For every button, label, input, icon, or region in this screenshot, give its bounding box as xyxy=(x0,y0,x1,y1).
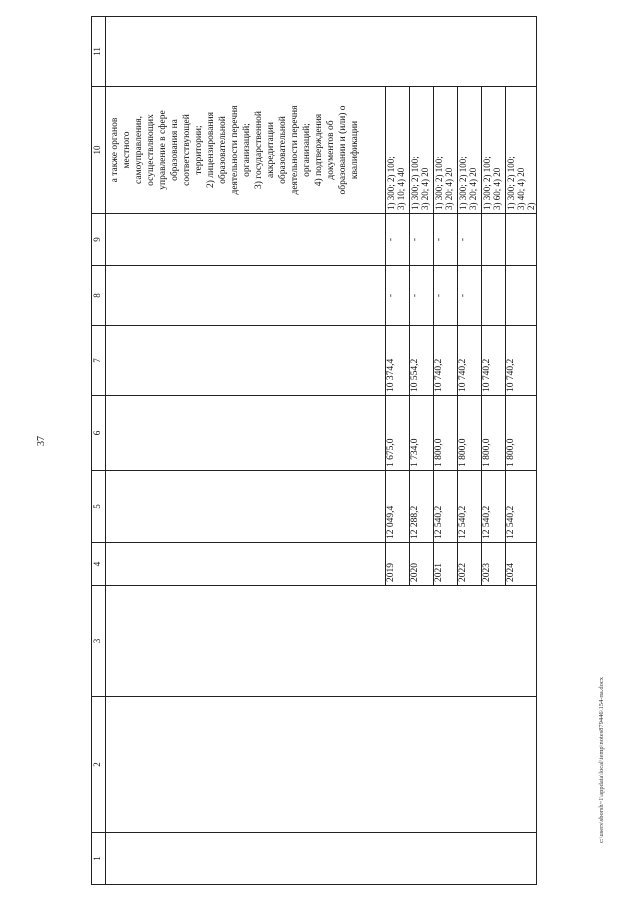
year-cell: 2024 xyxy=(506,543,537,586)
description-line: территории; xyxy=(194,125,204,175)
funding-source-cell: 10 740,2 xyxy=(506,326,537,396)
cell-empty xyxy=(106,543,386,586)
column-header: 6 xyxy=(92,396,106,471)
target-values-cell: 1) 300; 2) 100; 3) 20; 4) 20 xyxy=(458,87,482,214)
description-line: организаций; xyxy=(242,123,252,177)
total-funding-cell: 12 540,2 xyxy=(506,471,537,543)
funding-source-cell: 10 740,2 xyxy=(458,326,482,396)
rotated-table-sheet xyxy=(91,17,586,885)
funding-source-cell xyxy=(506,266,537,326)
description-line: образовательной xyxy=(218,116,228,184)
cell-empty xyxy=(106,833,537,885)
cell-empty xyxy=(106,396,386,471)
column-header: 3 xyxy=(92,586,106,697)
description-line: 2) лицензирования xyxy=(206,112,216,188)
funding-source-cell: 1 800,0 xyxy=(458,396,482,471)
year-cell: 2021 xyxy=(434,543,458,586)
cell-empty xyxy=(106,17,537,87)
total-funding-cell: 12 049,4 xyxy=(386,471,410,543)
description-line: а также органов xyxy=(110,117,120,183)
funding-source-cell: 1 800,0 xyxy=(482,396,506,471)
description-line: образовании и (или) о xyxy=(338,105,348,195)
total-funding-cell: 12 540,2 xyxy=(434,471,458,543)
total-funding-cell: 12 540,2 xyxy=(458,471,482,543)
cell-empty xyxy=(106,586,537,697)
column-number-row xyxy=(92,17,106,885)
year-cell: 2022 xyxy=(458,543,482,586)
column-header: 4 xyxy=(92,543,106,586)
target-values-cell: 1) 300; 2) 100; 3) 10; 4) 40 xyxy=(386,87,410,214)
year-cell: 2020 xyxy=(410,543,434,586)
description-line: самоуправления, xyxy=(134,116,144,184)
funding-source-cell: 1 800,0 xyxy=(506,396,537,471)
cell-empty xyxy=(106,326,386,396)
funding-source-cell: - xyxy=(458,214,482,266)
cell-empty xyxy=(106,471,386,543)
target-values-cell: 1) 300; 2) 100; 3) 20; 4) 20 xyxy=(434,87,458,214)
funding-source-cell: 1 734,0 xyxy=(410,396,434,471)
funding-source-cell: 10 554,2 xyxy=(410,326,434,396)
description-row xyxy=(106,17,386,885)
target-values-cell: 1) 300; 2) 100; 3) 40; 4) 20 2) xyxy=(506,87,537,214)
funding-source-cell xyxy=(482,266,506,326)
total-funding-cell: 12 540,2 xyxy=(482,471,506,543)
funding-source-cell: - xyxy=(386,214,410,266)
column-header: 2 xyxy=(92,697,106,833)
column-header: 10 xyxy=(92,87,106,214)
funding-source-cell: 10 740,2 xyxy=(434,326,458,396)
description-line: осуществляющих xyxy=(146,114,156,186)
funding-source-cell: - xyxy=(410,266,434,326)
description-line: образовательной xyxy=(278,116,288,184)
year-cell: 2019 xyxy=(386,543,410,586)
description-line: организаций; xyxy=(302,123,312,177)
description-line: 4) подтверждения xyxy=(314,113,324,187)
description-line: соответствующей xyxy=(182,114,192,186)
funding-source-cell: - xyxy=(434,266,458,326)
funding-source-cell: - xyxy=(386,266,410,326)
cell-empty xyxy=(106,214,386,266)
funding-source-cell: - xyxy=(410,214,434,266)
footer-file-path: c:\users\sborsh~1\appdata\local\temp\notes879446\154-па.docx xyxy=(598,676,605,843)
funding-source-cell: 10 374,4 xyxy=(386,326,410,396)
description-line: аккредитации xyxy=(266,122,276,178)
cell-empty xyxy=(106,697,537,833)
description-line: квалификации xyxy=(350,120,360,180)
column-header: 5 xyxy=(92,471,106,543)
indicator-description xyxy=(106,87,386,214)
funding-source-cell: 1 800,0 xyxy=(434,396,458,471)
description-line: управление в сфере xyxy=(158,110,168,190)
description-line: документов об xyxy=(326,120,336,180)
description-line: деятельности перечня xyxy=(290,105,300,195)
description-line: 3) государственной xyxy=(254,111,264,189)
funding-source-cell xyxy=(506,214,537,266)
page-number: 37 xyxy=(36,436,47,446)
funding-source-cell: 1 675,0 xyxy=(386,396,410,471)
year-cell: 2023 xyxy=(482,543,506,586)
column-header: 7 xyxy=(92,326,106,396)
description-line: деятельности перечня xyxy=(230,105,240,195)
cell-empty xyxy=(106,266,386,326)
description-line: местного xyxy=(122,131,132,169)
funding-source-cell: - xyxy=(458,266,482,326)
column-header: 9 xyxy=(92,214,106,266)
program-table xyxy=(91,16,537,885)
column-header: 1 xyxy=(92,833,106,885)
funding-source-cell xyxy=(482,214,506,266)
column-header: 11 xyxy=(92,17,106,87)
column-header: 8 xyxy=(92,266,106,326)
target-values-cell: 1) 300; 2) 100; 3) 60; 4) 20 xyxy=(482,87,506,214)
target-values-cell: 1) 300; 2) 100; 3) 20; 4) 20 xyxy=(410,87,434,214)
funding-source-cell: - xyxy=(434,214,458,266)
funding-source-cell: 10 740,2 xyxy=(482,326,506,396)
description-line: образования на xyxy=(170,119,180,181)
total-funding-cell: 12 288,2 xyxy=(410,471,434,543)
